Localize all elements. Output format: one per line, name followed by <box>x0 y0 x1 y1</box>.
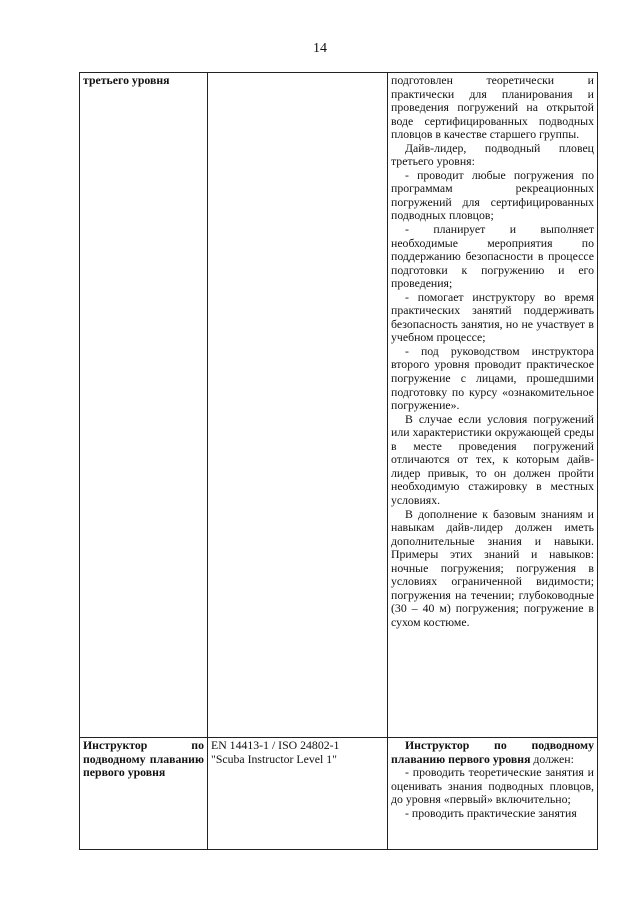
standard-cell <box>208 738 388 850</box>
requirement-heading <box>391 739 594 766</box>
requirement-paragraph: - проводить теоретические занятия и оценивать знания подводных пловцов, до уровня «первый» включительно; <box>391 765 594 807</box>
role-name: Инструктор по подводному плаванию первого уровня <box>83 738 204 780</box>
requirements-cell <box>388 73 598 738</box>
requirement-paragraph: - помогает инструктору во время практических занятий поддерживать безопасность занятия, но не участвует в учебном процессе; <box>391 289 594 345</box>
table-row <box>80 73 598 738</box>
requirement-paragraph: - планирует и выполняет необходимые мероприятия по поддержанию безопасности в процессе подготовки к погружению и его проведения; <box>391 222 594 291</box>
role-cell <box>80 73 208 738</box>
qualification-table <box>79 72 598 850</box>
standard-cell <box>208 73 388 738</box>
requirement-paragraph: подготовлен теоретически и практически для планирования и проведения погружений на открытой воде сертифицированных подводных пловцов в качестве старшего группы. <box>391 73 594 142</box>
standard-line: EN 14413-1 / ISO 24802-1 <box>211 738 340 752</box>
page-number: 14 <box>313 41 327 56</box>
requirement-paragraph: - проводит любые погружения по программам рекреационных погружений для сертифицированных подводных пловцов; <box>391 167 594 223</box>
role-cell <box>80 738 208 850</box>
table-row <box>80 738 598 850</box>
requirement-paragraph: Дайв-лидер, подводный пловец третьего уровня: <box>391 140 594 169</box>
requirement-paragraph: В дополнение к базовым знаниям и навыкам дайв-лидер должен иметь дополнительные знания и навыки. Примеры этих знаний и навыков: ночные погружения; погружения в условиях ограниченной видимости; погружения на течении; глубоководные (30 – 40 м) погружения; погружение в сухом костюме. <box>391 506 594 629</box>
standard-line: "Scuba Instructor Level 1" <box>211 751 337 766</box>
requirement-paragraph: В случае если условия погружений или характеристики окружающей среды в месте проведения погружений отличаются от тех, к которым дайв-лидер привык, то он должен пройти необходимую стажировку в местных условиях. <box>391 411 594 507</box>
requirement-heading-suffix: должен: <box>530 751 574 766</box>
requirement-heading-bold: Инструктор по подводному плаванию первого уровня <box>391 738 594 766</box>
requirement-paragraph: - под руководством инструктора второго уровня проводит практическое погружение с лицами, прошедшими подготовку по курсу «ознакомительное погружение». <box>391 343 594 413</box>
requirement-paragraph: - проводить практические занятия <box>405 805 577 820</box>
role-name: третьего уровня <box>83 73 170 87</box>
requirements-cell <box>388 738 598 850</box>
